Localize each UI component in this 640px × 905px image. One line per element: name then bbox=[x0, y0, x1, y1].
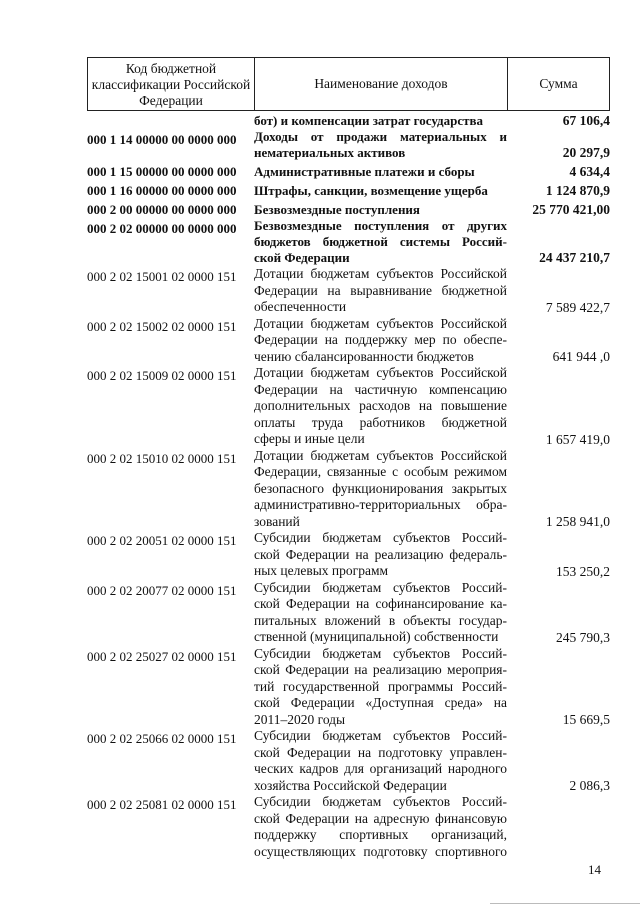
table-row bbox=[87, 161, 610, 180]
revenue-name-line: нематериальных активов bbox=[254, 145, 406, 160]
revenue-name bbox=[254, 218, 507, 266]
table-row bbox=[87, 199, 610, 218]
budget-code: 000 2 02 15001 02 0000 151 bbox=[87, 269, 237, 284]
revenue-name-line: ской Федерации на реализацию мероприя- bbox=[254, 662, 507, 677]
amount: 67 106,4 bbox=[562, 113, 610, 128]
revenue-name bbox=[254, 580, 507, 646]
revenue-name-line: Субсидии бюджетам субъектов Россий- bbox=[254, 794, 507, 809]
budget-code: 000 2 02 15002 02 0000 151 bbox=[87, 318, 237, 334]
revenue-name-line: Субсидии бюджетам субъектов Россий- bbox=[254, 530, 507, 545]
revenue-name bbox=[254, 448, 507, 531]
revenue-name bbox=[254, 365, 507, 448]
revenue-name-line: Федерации на поддержку мер по обеспе- bbox=[254, 332, 507, 347]
amount: 20 297,9 bbox=[562, 145, 610, 160]
revenue-name-line: ственной (муниципальной) собственности bbox=[254, 629, 499, 644]
amount: 7 589 422,7 bbox=[545, 299, 610, 315]
table-row bbox=[87, 129, 610, 161]
budget-code: 000 2 02 25081 02 0000 151 bbox=[87, 797, 237, 812]
table-header bbox=[87, 57, 610, 111]
revenue-name-line: ской Федерации на подготовку управлен- bbox=[254, 744, 507, 760]
amount: 1 258 941,0 bbox=[545, 514, 610, 529]
revenue-name-line: ных целевых программ bbox=[254, 563, 389, 578]
revenue-name-line: обеспеченности bbox=[254, 299, 347, 314]
revenue-name-line: 2011–2020 годы bbox=[254, 711, 346, 727]
budget-code: 000 2 02 20051 02 0000 151 bbox=[87, 533, 237, 548]
table-row bbox=[87, 794, 610, 860]
revenue-name-line: Федерации на частичную компенсацию bbox=[254, 381, 507, 397]
revenue-name-line: ческих кадров для организаций народного bbox=[254, 761, 507, 776]
revenue-name-line: Субсидии бюджетам субъектов Россий- bbox=[254, 728, 507, 743]
revenue-name-line: дополнительных расходов на повышение bbox=[254, 398, 507, 413]
revenue-name bbox=[254, 530, 507, 580]
revenue-name bbox=[254, 646, 507, 729]
budget-code: 000 2 02 00000 00 0000 000 bbox=[87, 221, 237, 236]
amount: 1 124 870,9 bbox=[545, 183, 610, 198]
budget-code: 000 2 00 00000 00 0000 000 bbox=[87, 202, 237, 217]
table-row bbox=[87, 180, 610, 199]
amount: 24 437 210,7 bbox=[539, 250, 610, 265]
revenue-name-line: Дотации бюджетам субъектов Российской bbox=[254, 365, 507, 380]
page-number: 14 bbox=[588, 862, 601, 877]
revenue-name-line: Штрафы, санкции, возмещение ущерба bbox=[254, 183, 488, 198]
table-row bbox=[87, 580, 610, 646]
revenue-name-line: Федерации, связанные с особым режимом bbox=[254, 464, 507, 479]
amount: 1 657 419,0 bbox=[545, 431, 610, 447]
table-row bbox=[87, 266, 610, 316]
revenue-name-line: ской Федерации bbox=[254, 250, 350, 265]
revenue-name-line: оплаты труда работников бюджетной bbox=[254, 414, 507, 430]
revenue-name bbox=[254, 164, 507, 180]
revenue-name bbox=[254, 728, 507, 794]
budget-code: 000 1 14 00000 00 0000 000 bbox=[87, 132, 237, 147]
budget-code bbox=[87, 112, 254, 114]
revenue-name-line: ской Федерации на реализацию федераль- bbox=[254, 546, 507, 562]
revenue-name-line: сферы и иные цели bbox=[254, 431, 365, 446]
table-row bbox=[87, 316, 610, 366]
revenue-name-line: Дотации бюджетам субъектов Российской bbox=[254, 447, 507, 463]
revenue-name bbox=[254, 202, 507, 218]
budget-code: 000 2 02 25027 02 0000 151 bbox=[87, 648, 237, 664]
amount: 153 250,2 bbox=[556, 563, 610, 579]
revenue-name bbox=[254, 316, 507, 366]
table-row bbox=[87, 112, 610, 129]
amount: 641 944 ,0 bbox=[552, 349, 610, 364]
revenue-name-line: Субсидии бюджетам субъектов Россий- bbox=[254, 579, 507, 595]
revenue-name-line: осуществляющих подготовку спортивного bbox=[254, 843, 507, 859]
revenue-name-line: бюджетов бюджетной системы Россий- bbox=[254, 234, 507, 249]
amount: 25 770 421,00 bbox=[532, 202, 610, 217]
revenue-name-line: ской Федерации «Доступная среда» на bbox=[254, 695, 507, 710]
revenue-name-line: тий государственной программы Россий- bbox=[254, 678, 507, 694]
amount: 15 669,5 bbox=[562, 712, 610, 727]
table-body bbox=[87, 112, 610, 860]
header-name-column: Наименование доходов bbox=[255, 58, 508, 110]
revenue-name-line: Безвозмездные поступления от других bbox=[254, 218, 507, 233]
revenue-name-line: ской Федерации на адресную финансовую bbox=[254, 810, 507, 826]
revenue-name-line: Административные платежи и сборы bbox=[254, 164, 475, 179]
revenue-name-line: Дотации бюджетам субъектов Российской bbox=[254, 315, 507, 331]
table-row bbox=[87, 646, 610, 729]
table-row bbox=[87, 530, 610, 580]
revenue-name-line: хозяйства Российской Федерации bbox=[254, 777, 447, 793]
revenue-name bbox=[254, 113, 507, 129]
revenue-name-line: ской Федерации на софинансирование ка- bbox=[254, 596, 507, 611]
amount: 4 634,4 bbox=[569, 164, 610, 179]
budget-code: 000 1 16 00000 00 0000 000 bbox=[87, 183, 237, 198]
revenue-name-line: зований bbox=[254, 513, 300, 529]
budget-code: 000 2 02 15010 02 0000 151 bbox=[87, 450, 237, 466]
budget-code: 000 2 02 25066 02 0000 151 bbox=[87, 731, 237, 746]
header-code-column: Код бюджетной классификации Российской Федерации bbox=[88, 58, 255, 110]
revenue-name-line: Безвозмездные поступления bbox=[254, 202, 420, 217]
revenue-name-line: питальных вложений в объекты государ- bbox=[254, 612, 507, 628]
revenue-name bbox=[254, 266, 507, 316]
revenue-name-line: Дотации бюджетам субъектов Российской bbox=[254, 266, 507, 281]
budget-code: 000 2 02 20077 02 0000 151 bbox=[87, 582, 237, 598]
revenue-name-line: Федерации на выравнивание бюджетной bbox=[254, 282, 507, 298]
table-row bbox=[87, 365, 610, 448]
amount: 245 790,3 bbox=[556, 629, 610, 645]
revenue-name-line: чению сбалансированности бюджетов bbox=[254, 348, 474, 364]
revenue-name-line: поддержку спортивных организаций, bbox=[254, 827, 507, 842]
amount: 2 086,3 bbox=[569, 778, 610, 793]
table-row bbox=[87, 218, 610, 266]
revenue-name-line: безопасного функционирования закрытых bbox=[254, 480, 507, 496]
revenue-name bbox=[254, 129, 507, 161]
budget-code: 000 1 15 00000 00 0000 000 bbox=[87, 164, 237, 179]
scan-edge-line bbox=[490, 903, 640, 904]
budget-code: 000 2 02 15009 02 0000 151 bbox=[87, 368, 237, 383]
table-row bbox=[87, 448, 610, 531]
revenue-name-line: бот) и компенсации затрат государства bbox=[254, 113, 483, 128]
table-row bbox=[87, 728, 610, 794]
revenue-name-line: административно-территориальных обра- bbox=[254, 497, 507, 512]
revenue-name-line: Доходы от продажи материальных и bbox=[254, 129, 507, 144]
revenue-name bbox=[254, 794, 507, 860]
revenue-name-line: Субсидии бюджетам субъектов Россий- bbox=[254, 645, 507, 661]
revenue-name bbox=[254, 183, 507, 199]
header-sum-column: Сумма bbox=[539, 76, 578, 91]
